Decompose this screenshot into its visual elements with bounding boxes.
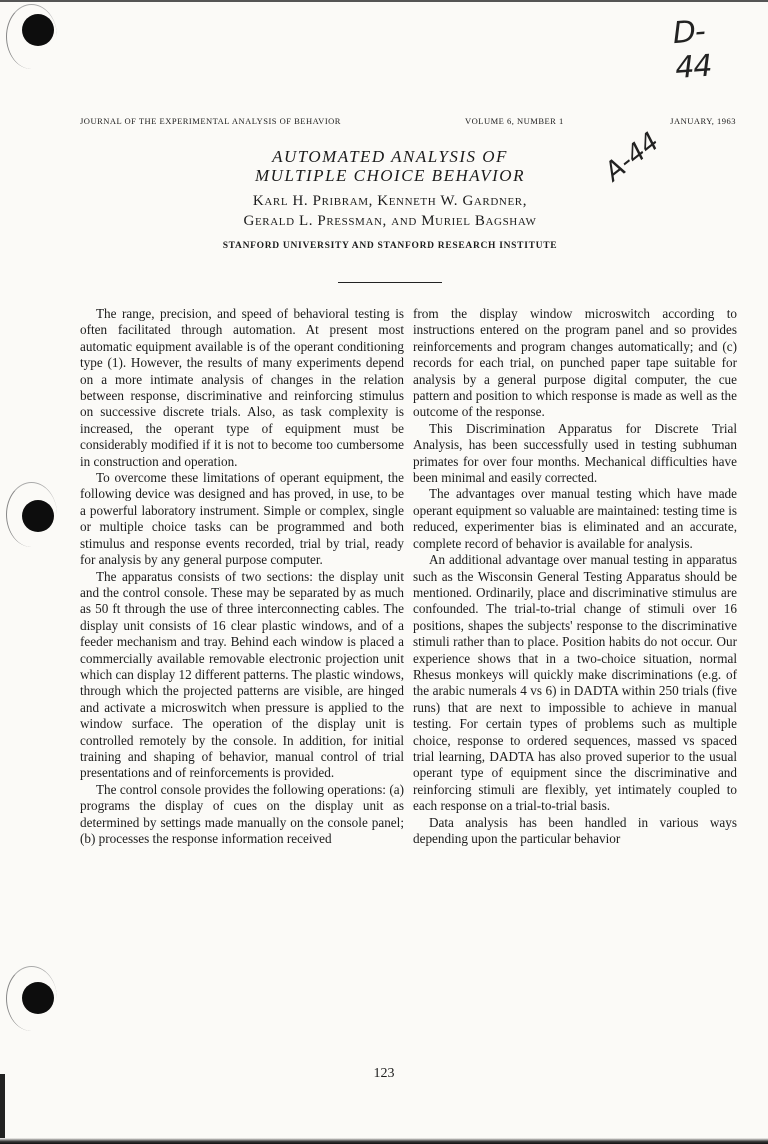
running-head (80, 116, 736, 130)
journal-name: JOURNAL OF THE EXPERIMENTAL ANALYSIS OF BEHAVIOR (80, 116, 341, 126)
author-list (160, 191, 620, 231)
paragraph: The advantages over manual testing which have made operant equipment so valuable are maintained: testing time is reduced, experimenter bias is eliminated and an accurate, complete record of behavior is available for analysis. (413, 486, 737, 551)
paragraph: The range, precision, and speed of behavioral testing is often facilitated through automation. At present most automatic equipment available is of the operant conditioning type (1). However, the results of many experiments depend on a more intimate analysis of changes in the relation between response, discriminative and reinforcing stimulus on successive discrete trials. Also, as task complexity is increased, the operant type of equipment must be considerably modified if it is not to become too cumbersome in construction and operation. (80, 306, 404, 469)
punch-hole-middle (22, 500, 54, 532)
handwritten-document-id: D-44 (671, 13, 713, 87)
affiliation: STANFORD UNIVERSITY AND STANFORD RESEARCH INSTITUTE (222, 241, 558, 251)
title-divider (338, 282, 442, 283)
authors-line-1: Karl H. Pribram, Kenneth W. Gardner, (252, 193, 528, 209)
title-line-1: AUTOMATED ANALYSIS OF (272, 147, 508, 166)
title-line-2: MULTIPLE CHOICE BEHAVIOR (255, 166, 525, 185)
scan-top-edge (0, 0, 768, 2)
issue-date: JANUARY, 1963 (670, 116, 736, 126)
volume-number: VOLUME 6, NUMBER 1 (465, 116, 564, 126)
paragraph-continued: from the display window microswitch according to instructions entered on the program panel and so provides reinforcements and program changes automatically; and (c) records for each trial, on punched paper tape suitable for analysis by a general purpose digital computer, the cue pattern and position to which response is made as well as the outcome of the response. (413, 306, 737, 420)
paragraph: An additional advantage over manual testing in apparatus such as the Wisconsin General Testing Apparatus should be mentioned. Ordinarily, place and discriminative stimulus are confounded. The trial-to-trial change of stimuli over 16 positions, shapes the subjects' response to the discriminative stimuli rather than to place. Position habits do not occur. Our experience shows that in a two-choice situation, normal Rhesus monkeys will quickly make discriminations (e.g. of the arabic numerals 4 vs 6) in DADTA within 250 trials (five runs) that are next to impossible to achieve in manual testing. For certain types of problems such as multiple choice, response to ordered sequences, massed vs spaced trial learning, DADTA has also proved superior to the usual operant type of equipment since the discriminative and reinforcing stimuli are flexibly, yet intimately coupled to each response on a trial-to-trial basis. (413, 552, 737, 814)
paragraph: This Discrimination Apparatus for Discrete Trial Analysis, has been successfully used in testing subhuman primates for over four months. Mechanical difficulties have been minimal and easily corrected. (413, 420, 737, 486)
punch-hole-top (22, 14, 54, 46)
page-number: 123 (373, 1066, 395, 1081)
paragraph: The apparatus consists of two sections: the display unit and the control console. These may be separated by as much as 50 ft through the use of three interconnecting cables. The display unit consists of 16 clear plastic windows, and of a feeder mechanism and tray. Behind each window is placed a commercially available removable electronic projection unit which can display 12 different patterns. The plastic windows, through which the projected patterns are visible, are hinged and activate a microswitch when pressure is applied to the window surface. The operation of the display unit is controlled remotely by the console. In addition, for initial training and shaping of behavior, manual control of trial presentations and of reinforcements is provided. (80, 568, 404, 781)
body-column-right (413, 306, 737, 847)
handwritten-title-annotation: A-44 (599, 126, 666, 188)
article-title (170, 147, 610, 185)
scan-bottom-edge (0, 1138, 768, 1144)
paragraph: To overcome these limitations of operant equipment, the following device was designed and has proved, in use, to be a powerful laboratory instrument. Simple or complex, single or multiple choice tasks can be programmed and both stimulus and response events recorded, trial by trial, ready for analysis by any general purpose computer. (80, 470, 404, 568)
authors-line-2: Gerald L. Pressman, and Muriel Bagshaw (243, 213, 537, 229)
paragraph: The control console provides the following operations: (a) programs the display of cues on the display unit as determined by settings made manually on the console panel; (b) processes the response information received (80, 781, 404, 846)
scan-left-edge (0, 1074, 5, 1144)
paragraph: Data analysis has been handled in various ways depending upon the particular behavior (413, 814, 737, 846)
body-column-left (80, 306, 404, 847)
punch-hole-bottom (22, 982, 54, 1014)
